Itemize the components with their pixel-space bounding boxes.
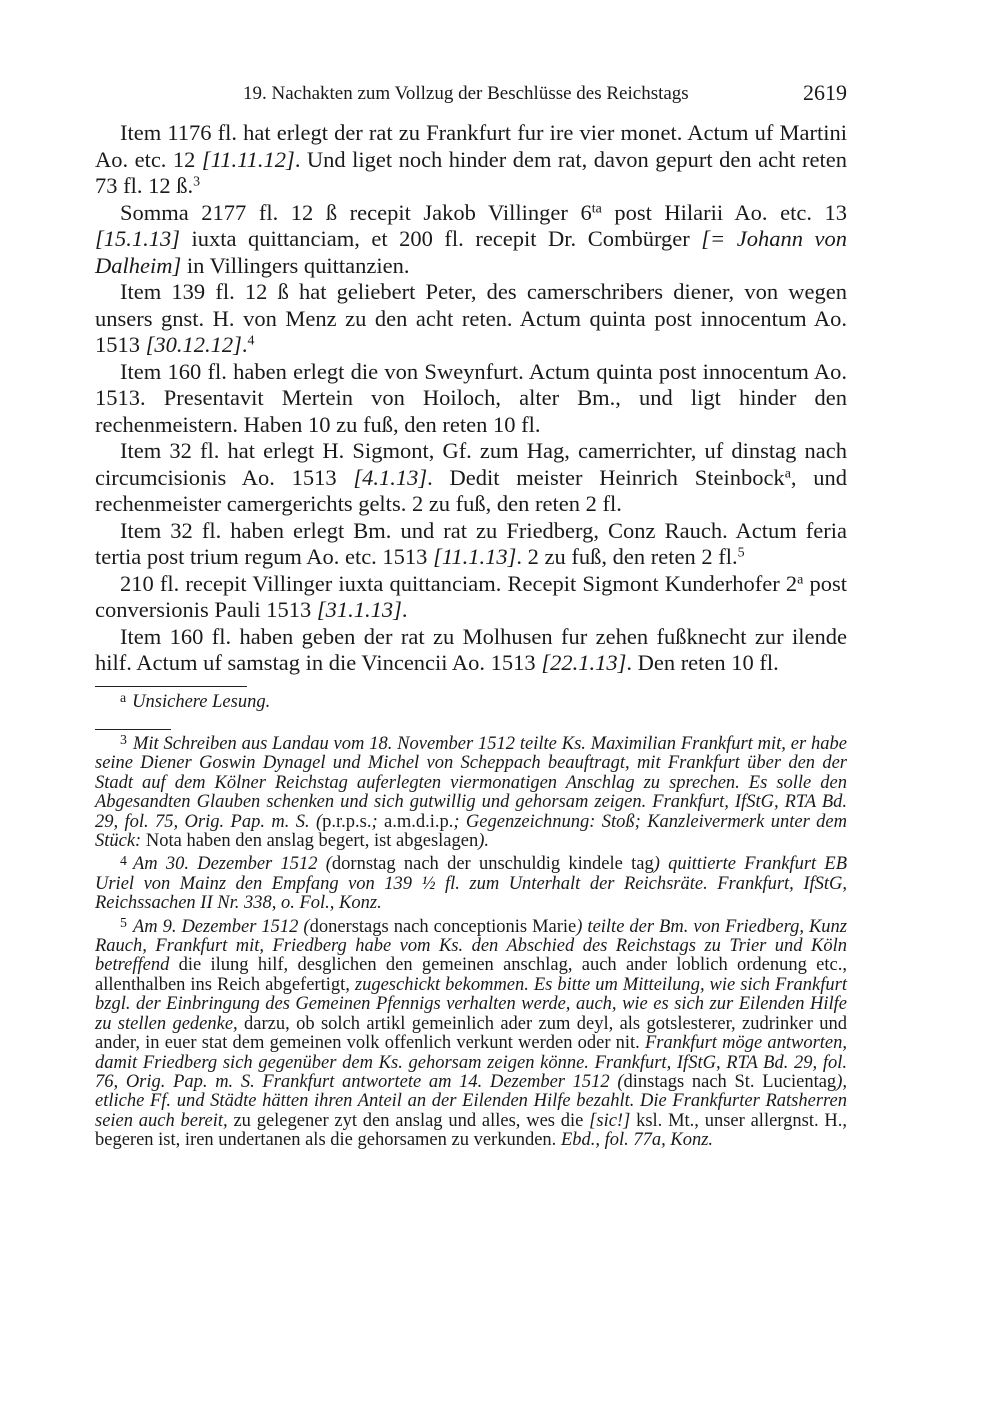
- text-run: Nota haben den anslag begert, ist abgeslagen: [145, 831, 479, 852]
- note-reference: a: [784, 465, 791, 481]
- text-run: .: [401, 597, 408, 622]
- footnotes: [95, 735, 847, 1151]
- italic-text: [4.1.13]: [353, 464, 428, 490]
- text-run: 210 fl. recepit Villinger iuxta quittanciam. Recepit Sigmont Kunderhofer 2: [120, 570, 798, 596]
- text-run: post conversionis Pauli 1513: [95, 570, 847, 622]
- italic-text: ) teilte der Bm. von Friedberg, Kunz Rauch, Frankfurt mit, Friedberg habe vom Ks. den Abschied des Reichstags zu Trier und Köln betreffend: [95, 916, 847, 976]
- paragraph: [95, 120, 847, 200]
- text-run: iuxta quittanciam, et 200 fl. recepit Dr. Combürger: [180, 226, 702, 251]
- italic-text: [15.1.13]: [95, 226, 181, 251]
- text-run: . Den reten 10 fl.: [626, 650, 779, 675]
- italic-text: [30.12.12]: [145, 332, 242, 357]
- page-number: 2619: [803, 80, 847, 105]
- paragraph: [95, 571, 847, 624]
- text-run: ksl. Mt., unser allergnst. H., begeren ist, iren undertanen als die gehorsamen zu verkunden.: [95, 1110, 847, 1151]
- paragraph: [95, 438, 847, 518]
- textual-note: [95, 691, 847, 713]
- text-run: darzu, ob solch artikl gemeinlich ader zum deyl, als gotslesterer, zudrinker und ander, in euer stat dem gemeinen volk offenlich verkunt werden oder nit.: [95, 1013, 847, 1054]
- note-reference: 4: [247, 333, 255, 349]
- text-run: , und rechenmeister camergerichts gelts. 2 zu fuß, den reten 2 fl.: [95, 464, 848, 516]
- italic-text: Am 9. Dezember 1512 (: [132, 916, 310, 937]
- italic-text: ; Gegenzeichnung: Stoß; Kanzleivermerk unter dem Stück:: [95, 811, 847, 852]
- footnote-marker: 3: [120, 733, 127, 749]
- text-run: . 2 zu fuß, den reten 2 fl.: [516, 544, 738, 569]
- footnote: [95, 735, 847, 851]
- text-run: Item 32 fl. hat erlegt H. Sigmont, Gf. zum Hag, camerrichter, uf dinstag nach circumcisionis Ao. 1513: [95, 438, 847, 490]
- text-run: Item 160 fl. haben erlegt die von Sweynfurt. Actum quinta post innocentum Ao. 1513. Presentavit Mertein von Hoiloch, alter Bm., und ligt hinder den rechenmeistern. Haben 10 zu fuß, den reten 10 fl.: [95, 358, 847, 437]
- text-run: die ilung hilf, desglichen den gemeinen anschlag, auch ander loblich ordenung etc., allenthalben ins Reich abgefertigt: [95, 955, 847, 995]
- text-run: post Hilarii Ao. etc. 13: [601, 199, 847, 225]
- textual-note-text: Unsichere Lesung.: [132, 692, 271, 712]
- text-run: donerstags nach conceptionis Marie: [309, 916, 577, 937]
- paragraph: [95, 359, 847, 439]
- italic-text: , zugeschickt bekommen. Es bitte um Mitteilung, wie sich Frankfurt bzgl. der Einbringung des Gemeinen Pfennigs verhalten werde, auch, wie es sich zur Eilenden Hilfe zu stellen gedenke,: [95, 974, 847, 1034]
- main-text: [95, 120, 847, 677]
- footnote-marker: 4: [120, 853, 127, 869]
- text-run: p.r.p.s.: [322, 811, 372, 832]
- text-run: . Dedit meister Heinrich Steinbock: [427, 464, 785, 490]
- text-run: Item 1176 fl. hat erlegt der rat zu Frankfurt fur ire vier monet. Actum uf Martini Ao. etc. 12: [95, 120, 847, 172]
- text-run: Item 160 fl. haben geben der rat zu Molhusen fur zehen fußknecht zur ilende hilf. Actum uf samstag in die Vincencii Ao. 1513: [95, 623, 847, 675]
- italic-text: Am 30. Dezember 1512 (: [132, 854, 332, 875]
- paragraph: [95, 279, 847, 359]
- text-run: dinstags nach St. Lucientag: [623, 1071, 837, 1092]
- note-reference: ta: [591, 200, 602, 216]
- italic-text: Ebd., fol. 77a, Konz.: [560, 1130, 714, 1151]
- italic-text: [= Johann von Dalheim]: [95, 226, 847, 278]
- text-run: a.m.d.i.p.: [384, 811, 454, 832]
- italic-text: Frankfurt möge antworten, damit Friedberg sich gegenüber dem Ks. gehorsam zeigen könne. Frankfurt, IfStG, RTA Bd. 29, fol. 76, Orig. Pap. m. S. Frankfurt antwortete am 14. Dezember 1512 (: [95, 1033, 847, 1092]
- italic-text: ;: [371, 811, 385, 832]
- text-run: Item 139 fl. 12 ß hat geliebert Peter, des camerschribers diener, von wegen unsers gnst. H. von Menz zu den acht reten. Actum quinta post innocentum Ao. 1513: [95, 279, 847, 357]
- paragraph: [95, 624, 847, 677]
- italic-text: ), etliche Ff. und Städte hätten ihren Anteil an der Eilenden Hilfe bezahlt. Die Frankfurter Ratsherren seien auch bereit,: [95, 1071, 847, 1131]
- italic-text: ).: [478, 831, 490, 852]
- italic-text: [11.1.13]: [433, 544, 517, 569]
- textual-note-marker: a: [120, 691, 127, 707]
- textual-notes-separator: [95, 686, 247, 687]
- note-reference: 3: [193, 174, 201, 190]
- paragraph: [95, 200, 847, 280]
- page-header: [95, 80, 847, 108]
- footnote: [95, 855, 847, 913]
- text-run: .: [241, 332, 248, 357]
- paragraph: [95, 518, 847, 571]
- text-run: . Und liget noch hinder dem rat, davon gepurt den acht reten 73 fl. 12 ß.: [95, 146, 847, 198]
- footnote-marker: 5: [120, 915, 127, 931]
- italic-text: [11.11.12]: [201, 146, 295, 172]
- running-title: 19. Nachakten zum Vollzug der Beschlüsse des Reichstags: [243, 83, 689, 104]
- footnotes-separator: [95, 729, 171, 730]
- text-run: dornstag nach der unschuldig kindele tag: [331, 854, 654, 875]
- footnote: [95, 915, 847, 1151]
- text-run: zu gelegener zyt den anslag und alles, wes die: [233, 1110, 590, 1131]
- text-run: in Villingers quittanzien.: [181, 252, 410, 278]
- italic-text: ) quittierte Frankfurt EB Uriel von Mainz den Empfang von 139 ½ fl. zum Unterhalt der Reichsräte. Frankfurt, IfStG, Reichssachen II Nr. 338, o. Fol., Konz.: [95, 854, 848, 914]
- note-reference: a: [797, 571, 804, 587]
- italic-text: [sic!]: [589, 1110, 631, 1131]
- text-run: Somma 2177 fl. 12 ß recepit Jakob Villinger 6: [120, 199, 592, 225]
- italic-text: Mit Schreiben aus Landau vom 18. November 1512 teilte Ks. Maximilian Frankfurt mit, er habe seine Diener Goswin Dynagel und Michel von Scheppach beauftragt, mit Frankfurt über den der Stadt auf dem Kölner Reichstag auferlegten viermonatigen Anschlag zu sprechen. Es solle den Abgesandten Glauben schenken und sich gutwillig und gehorsam zeigen. Frankfurt, IfStG, RTA Bd. 29, fol. 75, Orig. Pap. m. S. (: [95, 734, 847, 832]
- note-reference: 5: [737, 545, 745, 561]
- italic-text: [31.1.13]: [316, 597, 402, 622]
- italic-text: [22.1.13]: [541, 650, 627, 675]
- text-run: Item 32 fl. haben erlegt Bm. und rat zu Friedberg, Conz Rauch. Actum feria tertia post trium regum Ao. etc. 1513: [95, 517, 847, 569]
